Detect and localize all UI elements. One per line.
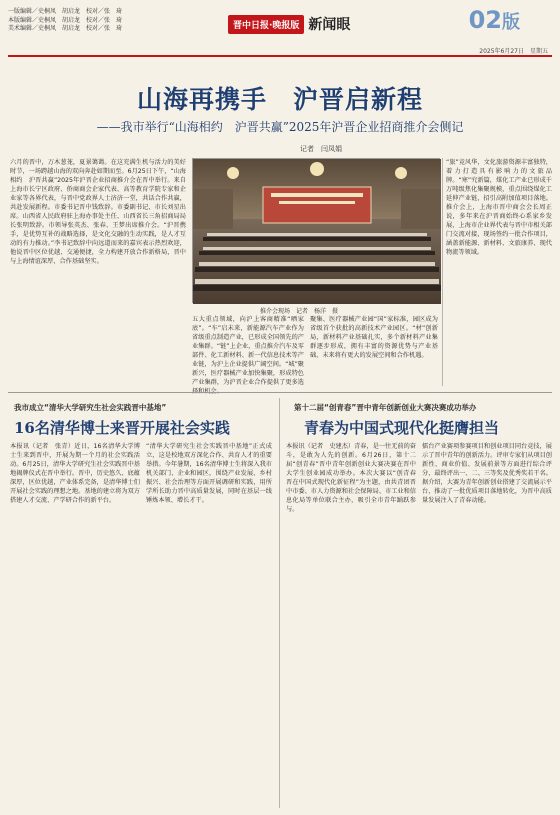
header-rule [8, 55, 552, 57]
lead-headline: 山海再携手 沪晋启新程 [136, 85, 423, 114]
editor-credits [8, 8, 122, 34]
story2-column-2: “清华大学研究生社会实践晋中基地”正式成立，这是校地双方深化合作、共育人才的重要举措。今年暑期，16名清华博士生将深入我市机关部门、企业和园区，围绕产业发展、乡村振兴、社会治理等方面开展调研和实践，用所学所长助力晋中高质量发展，同时在基层一线锤炼本领、增长才干。 [146, 443, 272, 504]
credit-line: 美术编辑／史桐凤 胡启龙 校对／张 琦 [8, 25, 123, 32]
story3-column-1: 本报讯（记者 史建杰）青春，是一往无前的奋斗，是敢为人先的创新。6月26日，第十二届“创青春”晋中青年创新创业大赛决赛在晋中大学生创业园成功举办。本次大赛以“创青春 晋在中国式现代化新征程”为主题，由共青团晋中市委、市人力资源和社会保障局、市工业和信息化局等单位联合主办，吸引全市青年踊跃参与。 [286, 443, 423, 513]
story-divider [279, 398, 280, 808]
lead-byline: 记者 闫凤娟 [300, 145, 342, 153]
issue-date: 2025年6月27日 星期五 [479, 48, 548, 55]
column-rule [442, 158, 443, 386]
photo-caption: 推介会现场 记者 杨洋 摄 [260, 308, 339, 315]
lead-column-3: 聚集、医疗器械产业园“国”家标准，园区成为省级首个获批的高新技术产业园区。“材”创新局，新材料产业基础扎实，多个新材料产业集群逐步形成，拥有丰富的资源优势与产业基础，未来将有更大的发展空间和合作机遇。 [310, 316, 438, 359]
edition-suffix: 版 [502, 12, 520, 33]
newspaper-logo: 晋中日报·晚报版 [228, 15, 304, 34]
credit-line: 本版编辑／史桐凤 胡启龙 校对／张 琦 [8, 16, 123, 24]
edition-digits: 02 [468, 6, 502, 34]
edition-number [469, 6, 520, 34]
lead-column-1: 六月的晋中，万木葱茏，夏景蔼蔼。在这充满生机与活力的美好时节，一场跨越山海的双向奔赴如期而至。6月25日下午，“山海相约 沪晋共赢”2025年沪晋企业招商推介会在晋中举行。来自上海市长宁区政府、侨商商会企家代表、高等教育学院专家和企业家等各界代表，与晋中党政界人士济济一堂，共话合作共赢，共赴发展新程。市委书记晋中钱致辞。市委副书记、市长刘星出席。山西省人民政府驻上海办事处主任、山西省长三角招商局局长张明致辞。市领导张英杰、张春、王梦出席推介会。“沪晋携手，是优势互补的战略选择，是文化交融的生动实践，是人才互动的有力推动。”李书记致辞中向远道而来的嘉宾表示热烈欢迎，他说晋中区位优越、交通便捷，全力构建开放合作新格局，晋中与上海情谊深厚，合作基础坚实。 [10, 159, 186, 265]
story3-title: 青春为中国式现代化挺膺担当 [304, 419, 500, 437]
lead-subhead: ——我市举行“山海相约 沪晋共赢”2025年沪晋企业招商推介会侧记 [96, 120, 464, 134]
story2-title: 16名清华博士来晋开展社会实践 [14, 419, 230, 437]
credit-line: 一版编辑／史桐凤 胡启龙 校对／张 琦 [8, 8, 123, 15]
masthead [228, 14, 350, 34]
section-rule [8, 392, 552, 393]
conference-hall-image [193, 159, 441, 304]
story3-column-2: 擂台产业赛项参赛项目和创业项目同台竞技，展示了晋中青年的创新活力。评审专家们从项目创新性、商业价值、发展前景等方面进行综合评分，最终评出一、二、三等奖及优秀奖若干名。据介绍，大赛为青年创新创业搭建了交流展示平台，推动了一批优质项目落地转化，为晋中高质量发展注入了青春动能。 [422, 443, 552, 504]
lead-column-4: “旅”竞风华，文化旅游资源丰富独特，着力打造具有影响力的文旅品牌。“寒”究新篇，煤化工产业已形成千万吨级焦化集聚规模，重点围绕煤化工延伸产业链，招引高附加值项目落地。推介会上，上海市晋中商会会长周正说，多年来在沪晋商始终心系家乡发展，上海市企业界代表与晋中市相关部门交流对接，现场签约一批合作项目，涵盖新能源、新材料、文旅康养、现代物流等领域。 [446, 159, 552, 256]
lead-column-2: 五大重点领域，向沪上客商精准“晒家底”。“车”启未来，新能源汽车产业作为省级重点制造产业，已形成全国领先的产业集群。“链”上企业，重点推介汽车及零部件、化工新材料、新一代信息技术等产业链，为沪上企业提供广阔空间。“城”聚新兴，医疗器械产业加快集聚，形成特色产业集群，为沪晋企业合作提供了更多选 [192, 316, 304, 386]
section-name: 新闻眼 [308, 17, 351, 33]
story2-column-1: 本报讯（记者 张青）近日，16名清华大学博士生来到晋中，开展为期一个月的社会实践活动。6月25日，清华大学研究生社会实践晋中基地揭牌仪式在晋中举行。晋中，历史悠久、底蕴深厚，区位优越，产业体系完备，是清华博士们开展社会实践的理想之地。基地的建立将为双方搭建人才交流、产学研合作的新平台。 [10, 443, 140, 504]
story2-kicker: 我市成立“清华大学研究生社会实践晋中基地” [14, 403, 167, 412]
story3-kicker: 第十二届“创青春”晋中青年创新创业大赛决赛成功举办 [294, 403, 477, 412]
page-header [0, 0, 560, 58]
event-photo [192, 158, 440, 303]
